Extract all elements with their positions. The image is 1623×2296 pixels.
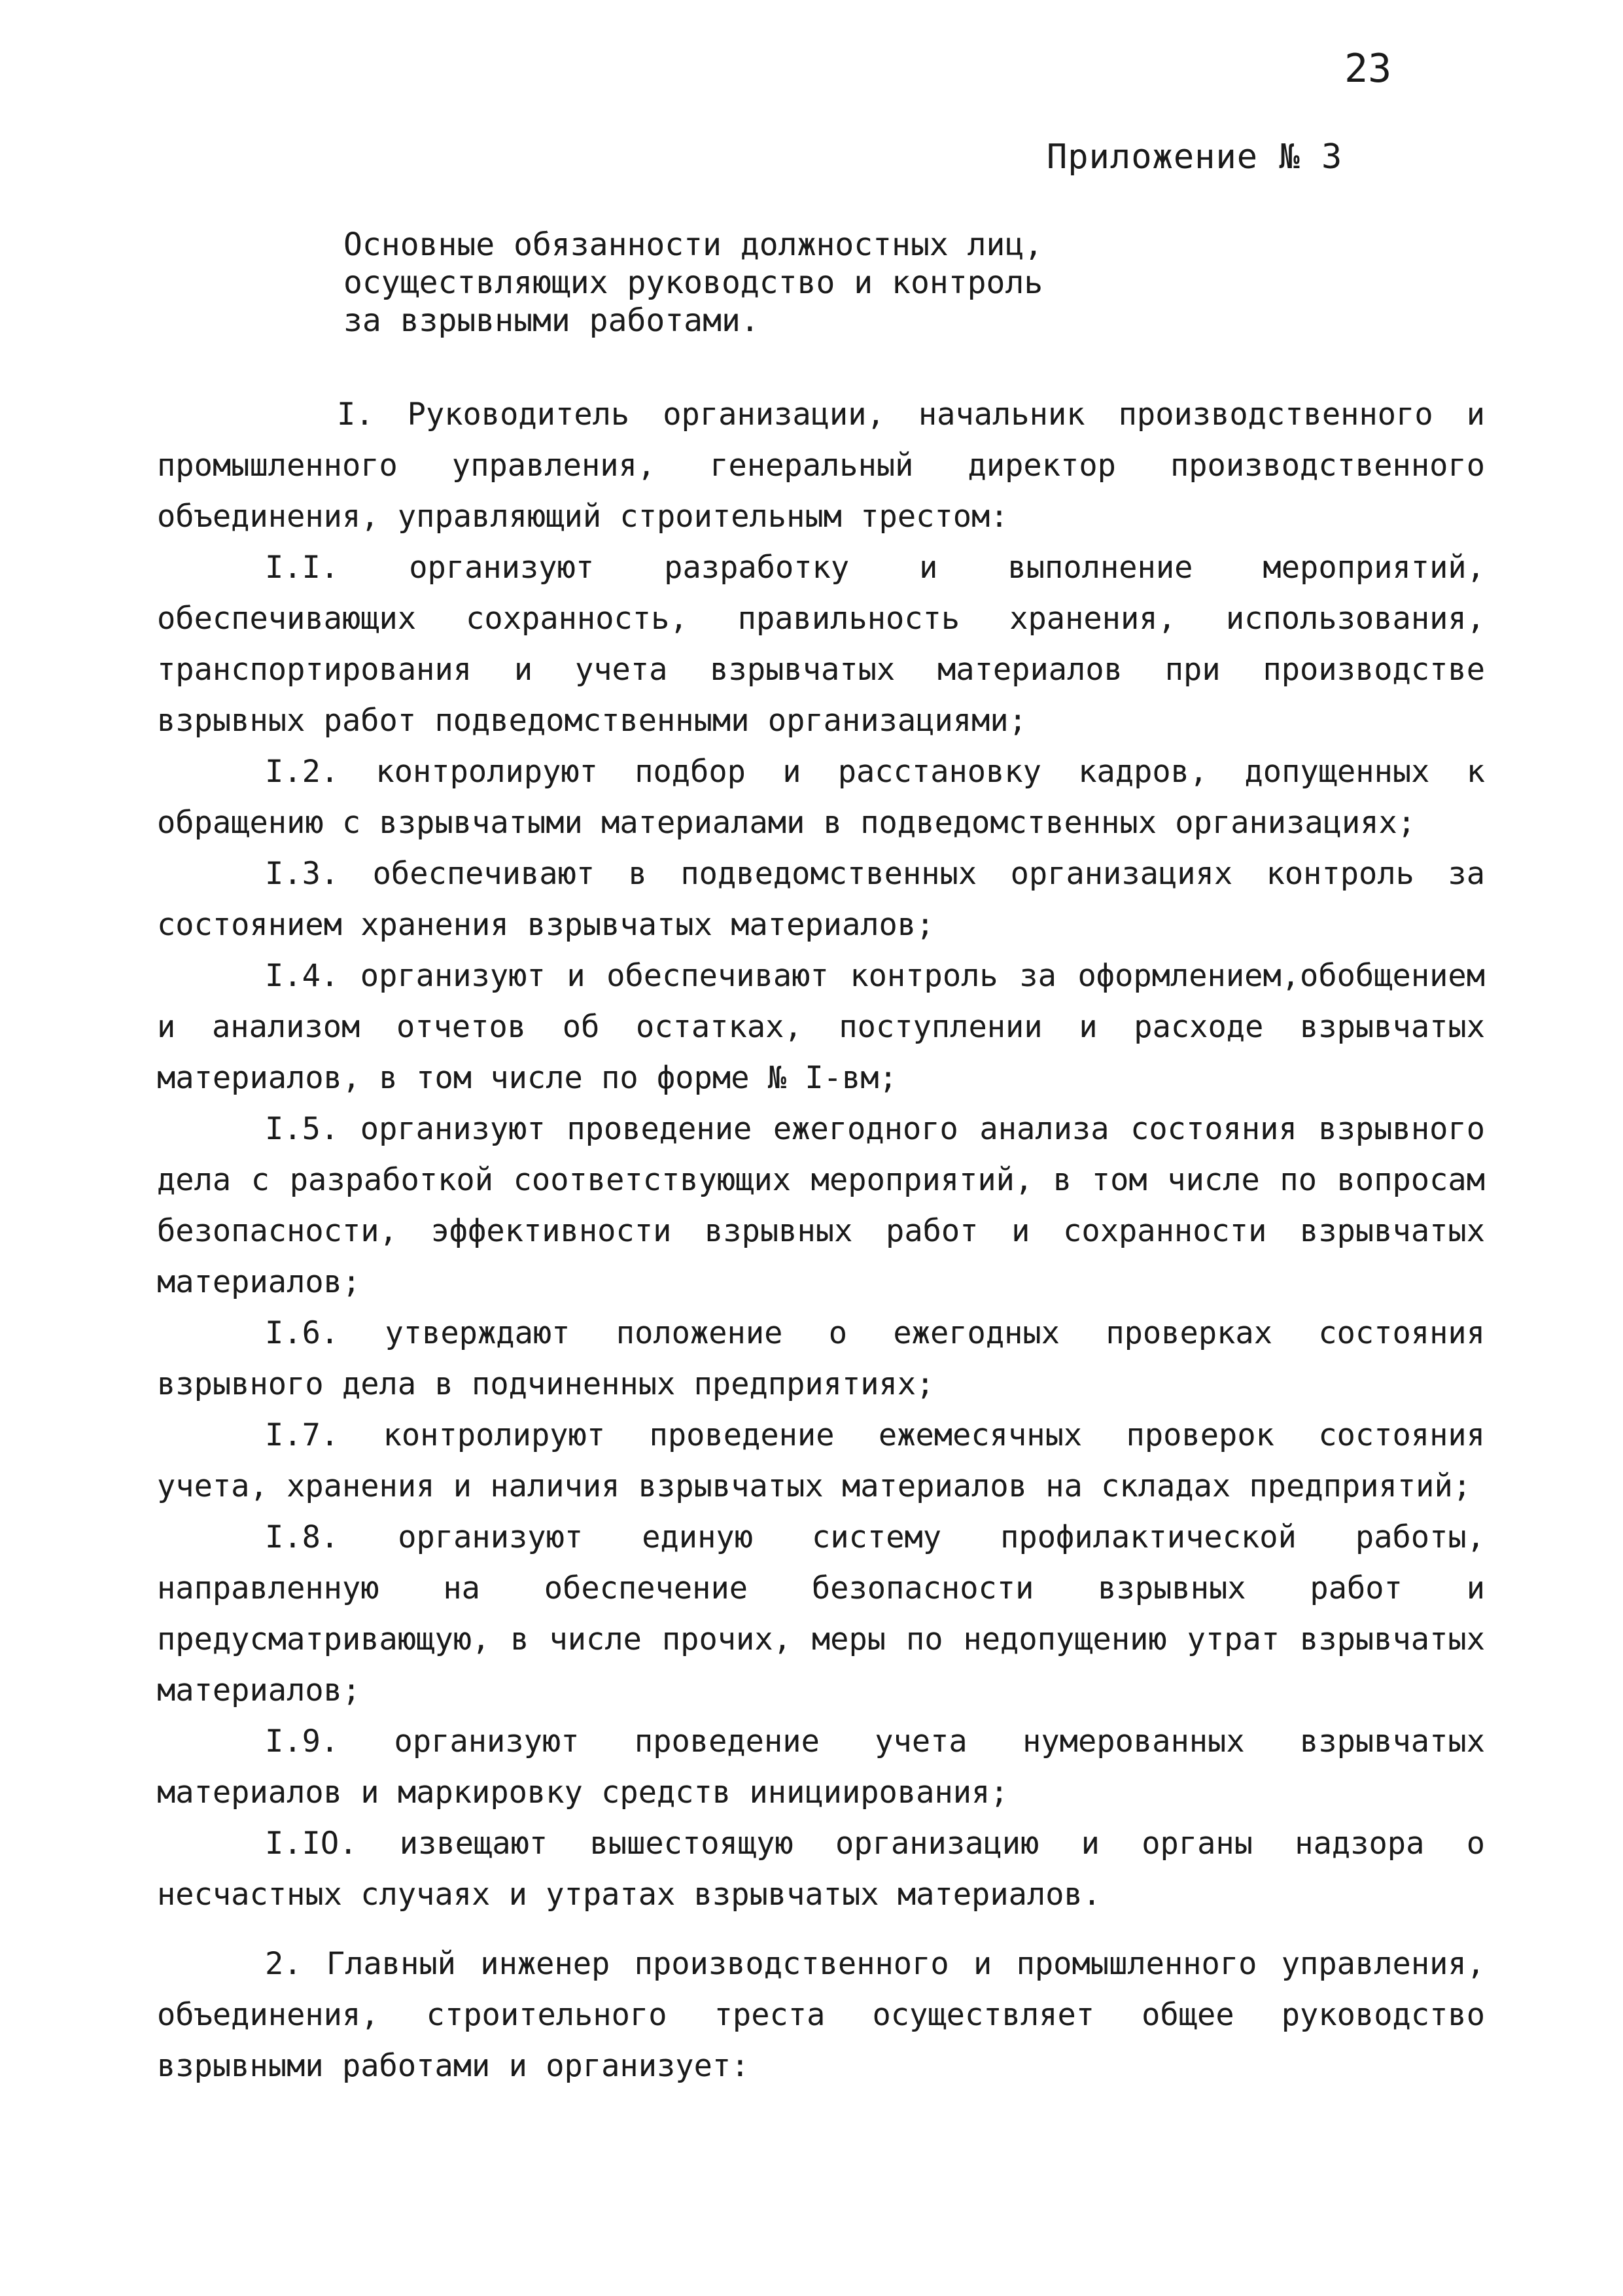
section-1-item: I.4. организуют и обеспечивают контроль за оформлением,обобщением и анализом отчетов об остатках, поступлении и расходе взрывчатых материалов, в том числе по форме № I-вм; [157,958,1485,1096]
appendix-label: Приложение № 3 [1047,137,1343,177]
title-line: осуществляющих руководство и контроль [343,264,1043,301]
section-1-item: I.8. организуют единую систему профилактической работы, направленную на обеспечение безопасности взрывных работ и предусматривающую, в числе прочих, меры по недопущению утрат взрывчатых материалов; [157,1519,1485,1708]
section-1-item: I.9. организуют проведение учета нумерованных взрывчатых материалов и маркировку средств инициирования; [157,1723,1485,1810]
section-1-item: I.3. обеспечивают в подведомственных организациях контроль за состоянием хранения взрывчатых материалов; [157,856,1485,943]
section-1-item: I.6. утверждают положение о ежегодных проверках состояния взрывного дела в подчиненных предприятиях; [157,1315,1485,1402]
section-2-heading: 2. Главный инженер производственного и промышленного управления, объединения, строительного треста осуществляет общее руководство взрывными работами и организует: [157,1946,1485,2084]
page-number: 23 [1344,46,1392,92]
title-line: Основные обязанности должностных лиц, [343,226,1043,263]
section-1-item: I.7. контролируют проведение ежемесячных проверок состояния учета, хранения и наличия взрывчатых материалов на складах предприятий; [157,1417,1485,1504]
section-1-item: I.5. организуют проведение ежегодного анализа состояния взрывного дела с разработкой соответствующих мероприятий, в том числе по вопросам безопасности, эффективности взрывных работ и сохранности взрывчатых материалов; [157,1111,1485,1300]
section-1-item: I.I. организуют разработку и выполнение мероприятий, обеспечивающих сохранность, правильность хранения, использования, транспортирования и учета взрывчатых материалов при производстве взрывных работ подведомственными организациями; [157,550,1485,739]
title-line: за взрывными работами. [343,302,759,339]
document-body [157,389,1485,2092]
document-title [343,226,1325,340]
section-1-item: I.IO. извещают вышестоящую организацию и органы надзора о несчастных случаях и утратах взрывчатых материалов. [157,1826,1485,1913]
section-1-item: I.2. контролируют подбор и расстановку кадров, допущенных к обращению с взрывчатыми материалами в подведомственных организациях; [157,754,1485,841]
section-1-heading: I. Руководитель организации, начальник производственного и промышленного управления, генеральный директор производственного объединения, управляющий строительным трестом: [157,397,1485,535]
